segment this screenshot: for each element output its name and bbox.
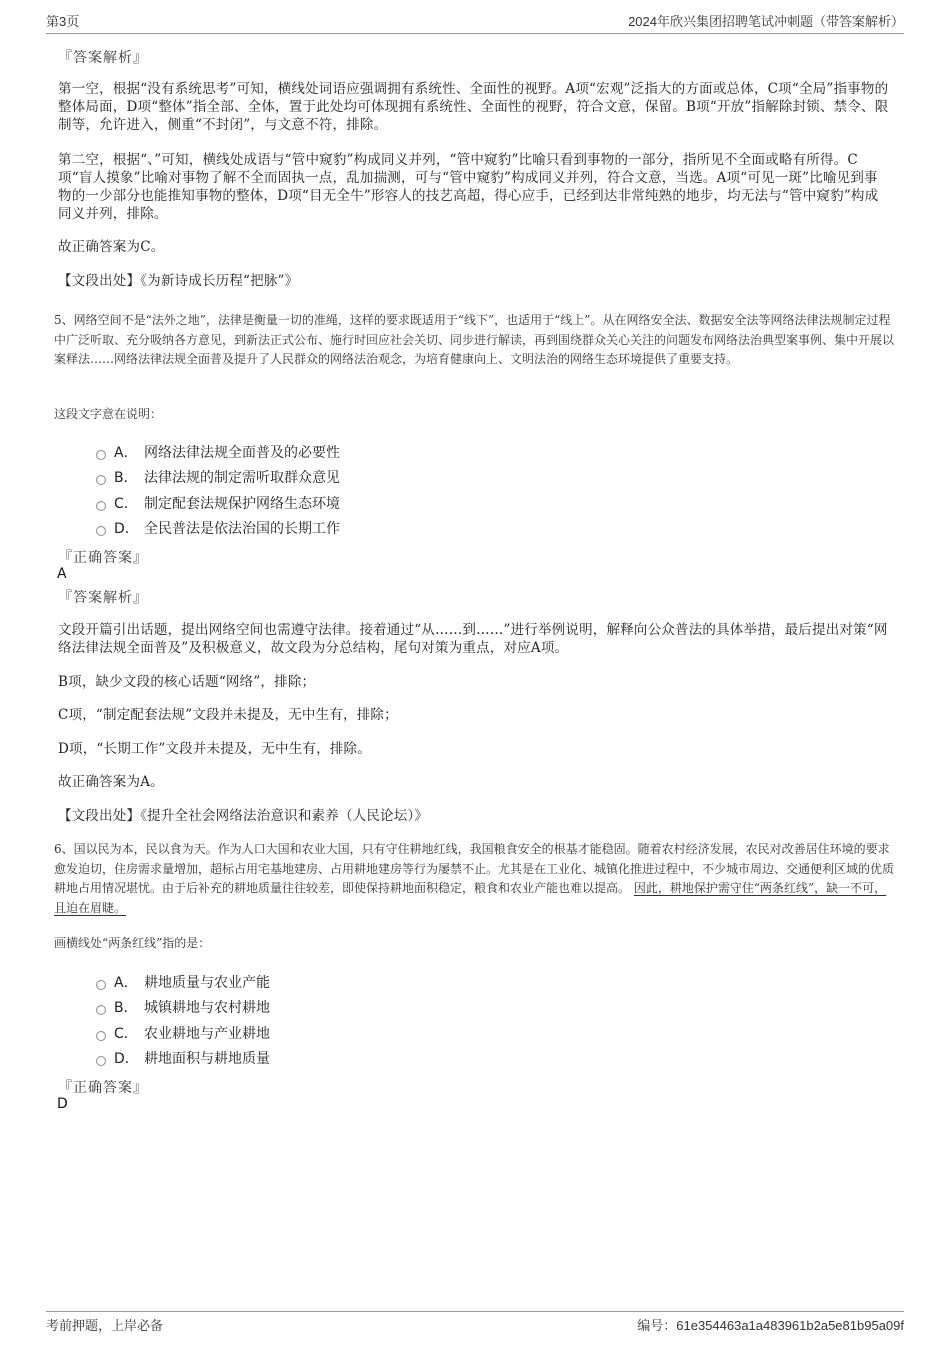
q6-prompt: 画横线处“两条红线”指的是： — [54, 936, 211, 950]
option-letter: B． — [114, 1000, 138, 1017]
q5-conclusion: 故正确答案为A。 — [58, 774, 164, 790]
q6-correct-answer: D — [57, 1096, 68, 1112]
q5-analysis-label: 『答案解析』 — [58, 590, 148, 606]
option-text: 网络法律法规全面普及的必要性 — [144, 444, 340, 461]
q5-source: 【文段出处】《提升全社会网络法治意识和素养（人民论坛）》 — [58, 808, 429, 824]
q6-option-a[interactable] — [96, 969, 496, 995]
q5-correct-label: 『正确答案』 — [58, 550, 148, 566]
q5-option-a[interactable] — [96, 439, 496, 465]
q4-analysis-paragraph-2: 第二空，根据“、”可知，横线处成语与“管中窥豹”构成同义并列，“管中窥豹”比喻只看到事物的一部分，指所见不全面或略有所得。C项“盲人摸象”比喻对事物了解不全而固执一点，乱加揣测，可与“管中窥豹”构成同义并列，符合文意，当选。A项“可见一斑”比喻见到事物的一少部分也能推知事物的整体，D项“目无全牛”形容人的技艺高超，得心应手，已经到达非常纯熟的地步，均无法与“管中窥豹”构成同义并列，排除。 — [58, 152, 879, 222]
serial-number — [637, 1315, 904, 1334]
document-title: 2024年欣兴集团招聘笔试冲刺题（带答案解析） — [628, 14, 904, 29]
page-header — [46, 12, 904, 34]
radio-icon[interactable] — [96, 475, 106, 485]
option-letter: D． — [114, 1051, 139, 1068]
option-letter: A． — [114, 974, 138, 991]
serial-label: 编号： — [637, 1318, 677, 1333]
option-letter: C． — [114, 1025, 138, 1042]
q6-options — [96, 969, 496, 1071]
q6-option-b[interactable] — [96, 995, 496, 1021]
q5-prompt: 这段文字意在说明： — [54, 407, 163, 421]
q5-correct-answer: A — [57, 566, 67, 582]
radio-icon[interactable] — [96, 501, 106, 511]
q4-analysis-label: 『答案解析』 — [58, 50, 148, 66]
q4-source: 【文段出处】《为新诗成长历程“把脉”》 — [58, 273, 299, 289]
q5-option-b[interactable] — [96, 465, 496, 491]
q5-analysis-paragraph-3: C项，“制定配套法规”文段并未提及，无中生有，排除； — [58, 707, 398, 723]
radio-icon[interactable] — [96, 450, 106, 460]
option-text: 耕地质量与农业产能 — [144, 974, 270, 991]
q5-analysis-paragraph-1: 文段开篇引出话题，提出网络空间也需遵守法律。接着通过“从……到……”进行举例说明，解释向公众普法的具体举措，最后提出对策“网络法律法规全面普及”及积极意义，故文段为分总结构，尾句对策为重点，对应A项。 — [58, 622, 888, 656]
q5-analysis-paragraph-2: B项，缺少文段的核心话题“网络”，排除； — [58, 674, 316, 690]
q6-stem-underlined: 因此，耕地保护需守住“两条红线”，缺一不可，且迫在眉睫。 — [54, 881, 887, 915]
radio-icon[interactable] — [96, 526, 106, 536]
q4-conclusion: 故正确答案为C。 — [58, 239, 165, 255]
option-text: 城镇耕地与农村耕地 — [144, 1000, 270, 1017]
q5-analysis-paragraph-4: D项，“长期工作”文段并未提及，无中生有，排除。 — [58, 741, 371, 757]
option-letter: C． — [114, 495, 138, 512]
footer-slogan: 考前押题，上岸必备 — [46, 1318, 164, 1333]
q5-stem: 5、网络空间不是“法外之地”，法律是衡量一切的准绳，这样的要求既适用于“线下”，也适用于“线上”。从在网络安全法、数据安全法等网络法律法规制定过程中广泛听取、充分吸纳各方意见，到新法正式公布、施行时回应社会关切、同步进行解读，再到围绕群众关心关注的问题发布网络法治典型案事例、集中开展以案释法……网络法律法规全面普及提升了人民群众的网络法治观念，为培育健康向上、文明法治的网络生态环境提供了重要支持。 — [54, 313, 895, 366]
serial-value: 61e354463a1a483961b2a5e81b95a09f — [676, 1318, 904, 1333]
page-footer — [46, 1311, 904, 1335]
page-number: 第3页 — [46, 14, 80, 29]
q4-analysis-paragraph-1: 第一空，根据“没有系统思考”可知，横线处词语应强调拥有系统性、全面性的视野。A项“宏观”泛指大的方面或总体，C项“全局”指事物的整体局面，D项“整体”指全部、全体，置于此处均可体现拥有系统性、全面性的视野，符合文意，保留。B项“开放”指解除封锁、禁令、限制等，允许进入，侧重“不封闭”，与文意不符，排除。 — [58, 81, 889, 133]
option-text: 农业耕地与产业耕地 — [144, 1025, 270, 1042]
radio-icon[interactable] — [96, 1056, 106, 1066]
radio-icon[interactable] — [96, 1031, 106, 1041]
option-letter: A． — [114, 444, 138, 461]
option-text: 法律法规的制定需听取群众意见 — [144, 470, 340, 487]
option-letter: D． — [114, 521, 139, 538]
option-text: 全民普法是依法治国的长期工作 — [144, 521, 340, 538]
q6-option-c[interactable] — [96, 1020, 496, 1046]
option-text: 制定配套法规保护网络生态环境 — [144, 495, 340, 512]
option-letter: B． — [114, 470, 138, 487]
q6-stem-text: 6、国以民为本，民以食为天。作为人口大国和农业大国，只有守住耕地红线，我国粮食安全的根基才能稳固。随着农村经济发展，农民对改善居住环境的要求愈发迫切，住房需求量增加，超标占用宅基地建房、占用耕地建房等行为屡禁不止。尤其是在工业化、城镇化推进过程中，不少城市周边、交通便利区域的优质耕地占用情况堪忧。由于后补充的耕地质量往往较差，即使保持耕地面积稳定，粮食和农业产能也难以提高。 — [54, 842, 895, 895]
radio-icon[interactable] — [96, 1005, 106, 1015]
q5-option-d[interactable] — [96, 516, 496, 542]
q6-stem — [54, 840, 894, 918]
q5-options — [96, 439, 496, 541]
option-text: 耕地面积与耕地质量 — [144, 1051, 270, 1068]
radio-icon[interactable] — [96, 980, 106, 990]
q6-option-d[interactable] — [96, 1046, 496, 1072]
q6-correct-label: 『正确答案』 — [58, 1080, 148, 1096]
q5-option-c[interactable] — [96, 490, 496, 516]
